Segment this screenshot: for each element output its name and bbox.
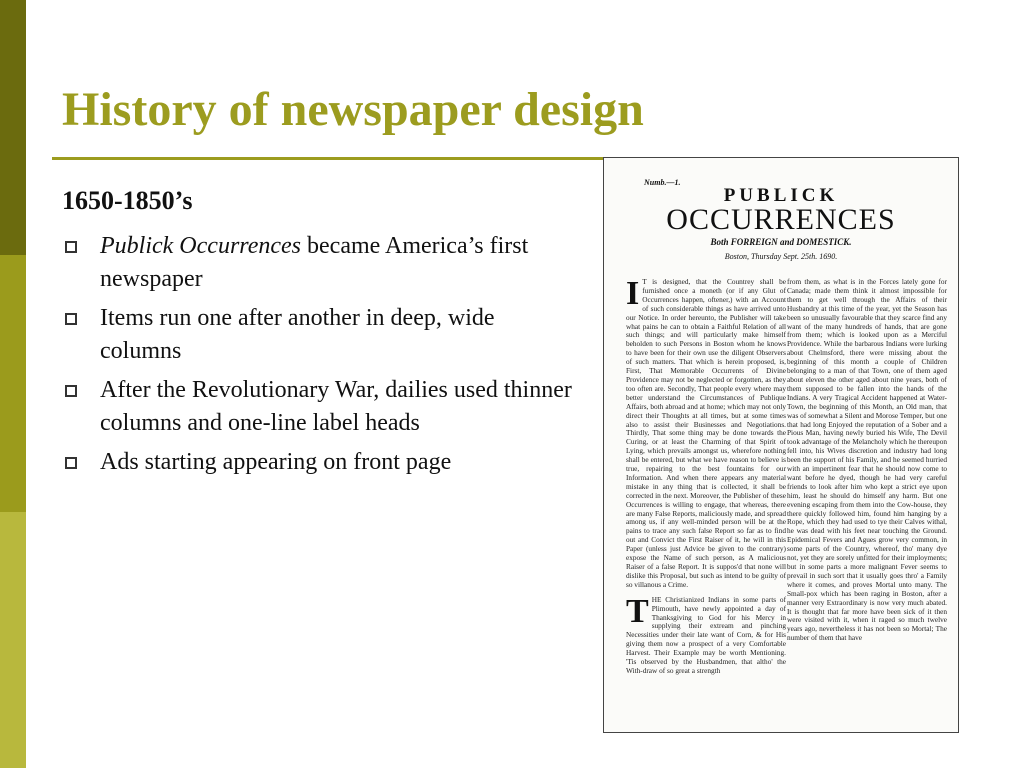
square-bullet-icon xyxy=(65,241,77,253)
newspaper-dateline: Boston, Thursday Sept. 25th. 1690. xyxy=(724,252,838,261)
bullet-text: Ads starting appearing on front page xyxy=(100,449,452,475)
sidebar-stripe-dark xyxy=(0,0,26,255)
bullet-item xyxy=(62,446,572,479)
bullet-item xyxy=(62,230,572,296)
slide-title: History of newspaper design xyxy=(62,83,644,136)
newspaper-masthead-line2: OCCURRENCES xyxy=(666,203,896,236)
square-bullet-icon xyxy=(65,457,77,469)
newspaper-paragraph xyxy=(626,592,786,676)
newspaper-masthead-line1: PUBLICK xyxy=(723,185,839,206)
bullet-item xyxy=(62,302,572,368)
newspaper-masthead-subtitle: Both FORREIGN and DOMESTICK. xyxy=(710,237,852,247)
square-bullet-icon xyxy=(65,313,77,325)
bullet-text: became America’s first newspaper xyxy=(100,233,529,292)
slide-subheading: 1650-1850’s xyxy=(62,186,193,215)
newspaper-column-text: from them, as what is in the Forces lately gone for Canada; made them think it almost impossible for them to get well through the Affairs of their Husbandry at this time of the year, yet the Season has been so unusually favourable that they scarce find any want of the many hundreds of hands, that are gone from them; which is looked upon as a Merciful Providence. While the barbarous Indians were lurking about Chelmsford, there were missing about the beginning of this month a couple of Children belonging to a man of that Town, one of them aged about eleven the other aged about nine years, both of them supposed to be fallen into the hands of the Indians. A very Tragical Accident happened at Water-Town, the beginning of this Month, an Old man, that was of somewhat a Silent and Morose Temper, but one that had long Enjoyed the reputation of a Sober and a Pious Man, having newly buried his Wife, The Devil took advantage of the Melancholy which he thereupon fell into, his Wives discretion and industry had long been the support of his Family, and he seemed hurried with an impertinent fear that he should now come to want before he dyed, though he had very careful friends to look after him who kept a strict eye upon him, least he should do himself any harm. But one evening escaping from them into the Cow-house, they there quickly followed him, found him hanging by a Rope, which they had used to tye their Calves withal, he was dead with his feet near touching the Ground. Epidemical Fevers and Agues grow very common, in some parts of the Country, whereof, tho' many dye not, yet they are sorely unfitted for their imployments; but in some parts a more malignant Fever seems to prevail in such sort that it usually goes thro' a Family where it comes, and proves Mortal unto many. The Small-pox which has been raging in Boston, after a manner very Extraordinary is now very much abated. It is thought that far more have been sick of it then were visited with it, when it raged so much twelve years ago, nevertheless it has not been so Mortal; The number of them that have xyxy=(787,278,947,643)
bullet-list xyxy=(62,230,572,485)
drop-cap: T xyxy=(626,592,649,630)
newspaper-image xyxy=(603,157,959,733)
newspaper-column-right xyxy=(787,278,947,730)
sidebar-stripe-mid xyxy=(0,255,26,512)
drop-cap: I xyxy=(626,278,640,312)
newspaper-column-text: T is designed, that the Countrey shall be furnished once a moneth (or if any Glut of Occurrences happen, oftener,) with an Account of such considerable things as have arrived unto our Notice. In order hereunto, the Publisher will take what pains he can to obtain a Faithful Relation of all such things; and will particularly make himself beholden to such Persons in Boston whom he knows to have been for their own use the diligent Observers of such matters. That which is herein proposed, is, First, That Memorable Occurrents of Divine Providence may not be neglected or forgotten, as they too often are. Secondly, That people every where may better understand the Circumstances of Publique Affairs, both abroad and at home; which may not only direct their Thoughts at all times, but at some times also to assist their Businesses and Negotiations. Thirdly, That some thing may be done towards the Curing, or at least the Charming of that Spirit of Lying, which prevails amongst us, wherefore nothing shall be entered, but what we have reason to believe is true, repairing to the best fountains for our Information. And when there appears any material mistake in any thing that is collected, it shall be corrected in the next. Moreover, the Publisher of these Occurrences is willing to engage, that whereas, there are many False Reports, maliciously made, and spread among us, if any well-minded person will be at the pains to trace any such false Report so far as to find out and Convict the First Raiser of it, he will in this Paper (unless just Advice be given to the contrary) expose the Name of such person, as A malicious Raiser of a false Report. It is suppos'd that none will dislike this Proposal, but such as intend to be guilty of so villanous a Crime. xyxy=(626,278,786,589)
sidebar-stripe-light xyxy=(0,512,26,768)
newspaper-column-text: HE Christianized Indians in some parts of Plimouth, have newly appointed a day of Thanksgiving to God for his Mercy in supplying their extream and pinching Necessities under their late want of Corn, & for His giving them now a prospect of a very Comfortable Harvest. Their Example may be worth Mentioning. 'Tis observed by the Husbandmen, that altho' the With-draw of so great a strength xyxy=(626,594,786,675)
bullet-emphasis: Publick Occurrences xyxy=(100,233,302,259)
newspaper-number-label: Numb.—1. xyxy=(644,178,681,187)
square-bullet-icon xyxy=(65,385,77,397)
bullet-text: Items run one after another in deep, wide columns xyxy=(100,305,495,364)
bullet-text: After the Revolutionary War, dailies used thinner columns and one-line label heads xyxy=(100,377,572,436)
newspaper-column-left xyxy=(626,278,786,730)
newspaper-paragraph xyxy=(626,278,786,590)
bullet-item xyxy=(62,374,572,440)
